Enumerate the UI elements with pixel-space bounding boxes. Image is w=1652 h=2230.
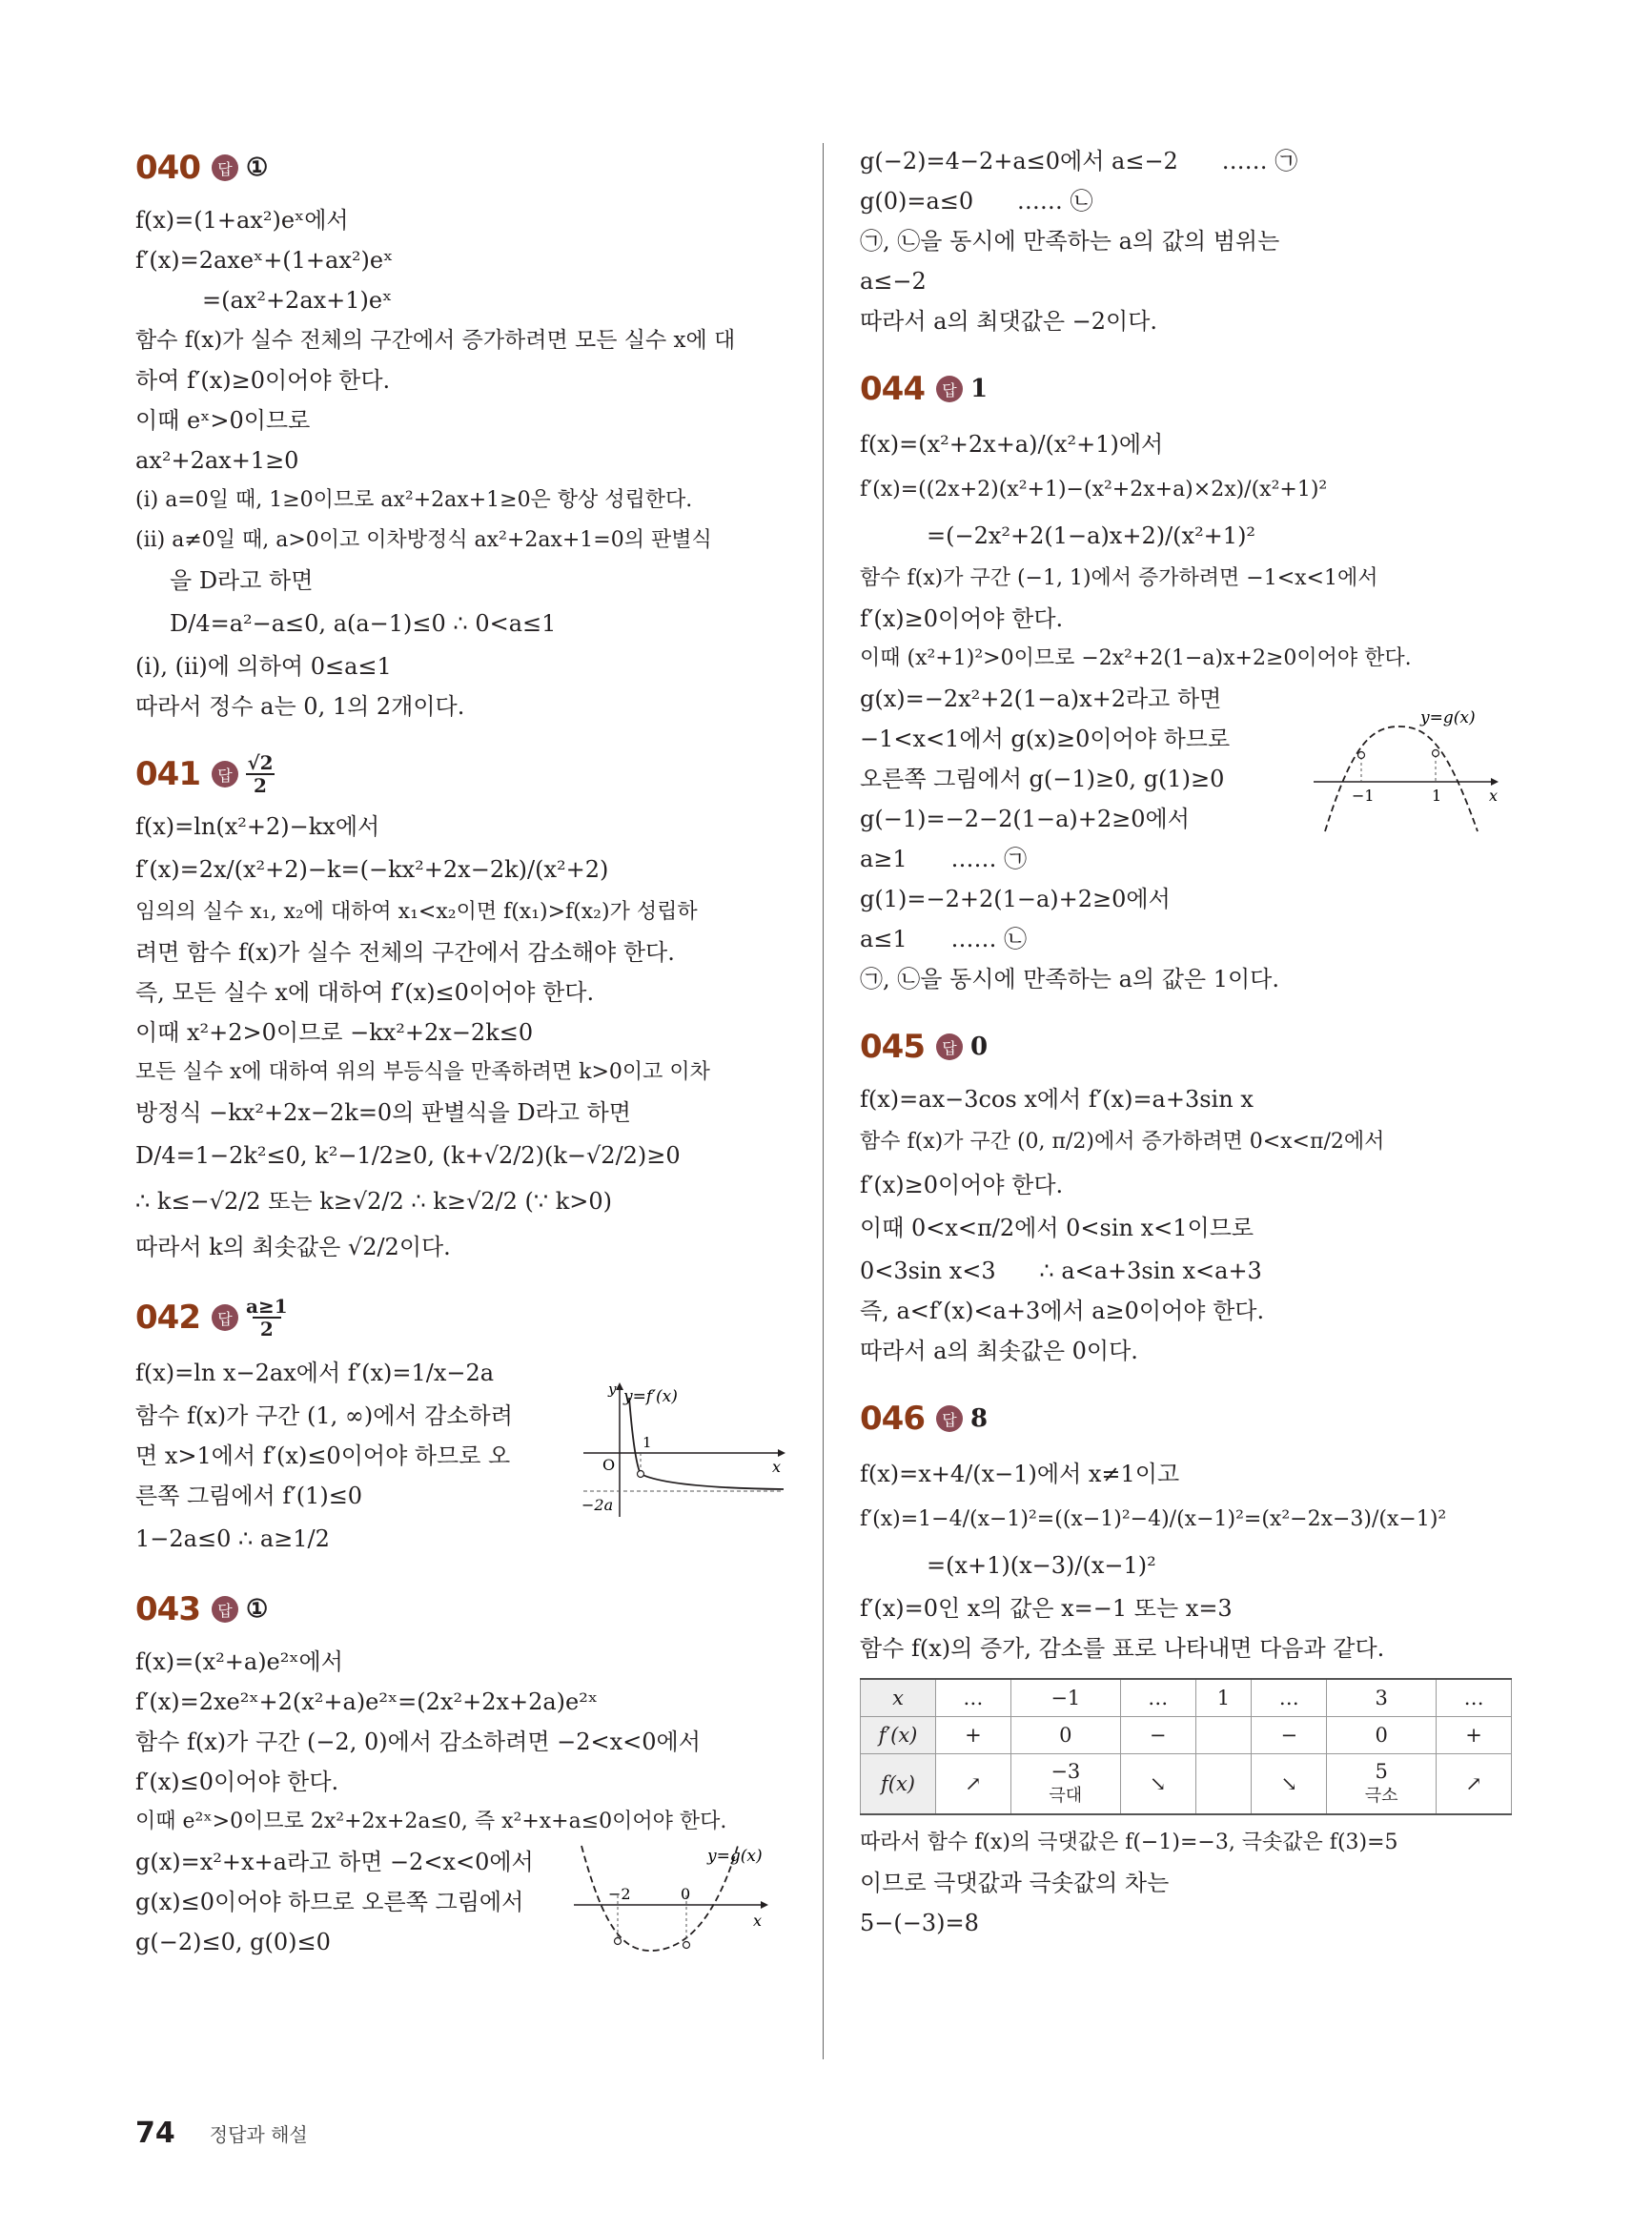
- solution-line: a≥1 …… ㉠: [860, 846, 1028, 872]
- solution-line: 5−(−3)=8: [860, 1910, 979, 1936]
- tick-label: −2: [608, 1885, 631, 1903]
- solution-line: 이때 x²+2>0이므로 −kx²+2x−2k≤0: [135, 1019, 534, 1046]
- solution-line: g(−1)=−2−2(1−a)+2≥0에서: [860, 806, 1190, 832]
- solution-line: 모든 실수 x에 대하여 위의 부등식을 만족하려면 k>0이고 이차: [135, 1060, 710, 1084]
- problem-040-header: [135, 141, 793, 194]
- solution-line: 함수 f(x)가 구간 (0, π/2)에서 증가하려면 0<x<π/2에서: [860, 1130, 1385, 1154]
- solution-line: 1−2a≤0 ∴ a≥1/2: [135, 1525, 330, 1552]
- answer-fraction: [246, 1296, 288, 1340]
- solution-line: g(−2)=4−2+a≤0에서 a≤−2 …… ㉠: [860, 148, 1298, 174]
- solution-line: 함수 f(x)의 증가, 감소를 표로 나타내면 다음과 같다.: [860, 1635, 1385, 1662]
- answer: 0: [969, 1033, 989, 1061]
- solution-line: 따라서 a의 최솟값은 0이다.: [860, 1338, 1138, 1364]
- solution-line: f′(x)≥0이어야 한다.: [860, 1172, 1064, 1198]
- answer: ①: [245, 1595, 269, 1624]
- problem-number: 044: [860, 370, 925, 408]
- problem-043-solution: [135, 1642, 793, 1962]
- table-cell: [1010, 1754, 1120, 1815]
- problem-044-solution: [860, 421, 1518, 999]
- solution-line: 려면 함수 f(x)가 실수 전체의 구간에서 감소해야 한다.: [135, 939, 675, 966]
- solution-line: g(−2)≤0, g(0)≤0: [135, 1929, 331, 1955]
- increase-decrease-table: [860, 1678, 1512, 1815]
- solution-line: f′(x)=1−4/(x−1)²=((x−1)²−4)/(x−1)²=(x²−2x−3)/(x−1)²: [860, 1507, 1447, 1531]
- point: [615, 1938, 622, 1945]
- table-cell: −1: [1010, 1679, 1120, 1717]
- x-label: x: [772, 1458, 782, 1476]
- table-cell: 3: [1327, 1679, 1437, 1717]
- solution-line: (ⅰ), (ⅱ)에 의하여 0≤a≤1: [135, 653, 392, 680]
- solution-line: 따라서 함수 f(x)의 극댓값은 f(−1)=−3, 극솟값은 f(3)=5: [860, 1831, 1398, 1854]
- solution-line: g(1)=−2+2(1−a)+2≥0에서: [860, 886, 1171, 912]
- solution-line: 면 x>1에서 f′(x)≤0이어야 하므로 오: [135, 1442, 511, 1469]
- table-cell: +: [1437, 1717, 1512, 1754]
- graph-044: [1314, 707, 1514, 841]
- table-cell: [1195, 1717, 1252, 1754]
- curve: [1325, 726, 1478, 831]
- problem-number: 046: [860, 1400, 925, 1438]
- problem-number: 043: [135, 1590, 200, 1628]
- tick-label: −1: [1352, 787, 1375, 805]
- graph-042: [574, 1379, 793, 1522]
- solution-line: (ⅱ) a≠0일 때, a>0이고 이차방정식 ax²+2ax+1=0의 판별식: [135, 528, 712, 552]
- solution-line: 따라서 a의 최댓값은 −2이다.: [860, 308, 1158, 335]
- problem-number: 040: [135, 149, 200, 187]
- page-number: 74: [135, 2117, 175, 2150]
- answer-badge: 답: [936, 1405, 963, 1432]
- problem-045-solution: [860, 1079, 1518, 1371]
- right-column: [860, 141, 1518, 1943]
- solution-line: 이므로 극댓값과 극솟값의 차는: [860, 1870, 1170, 1896]
- answer-badge: 답: [936, 1033, 963, 1060]
- tick-label: 1: [1432, 787, 1442, 805]
- solution-line: 즉, a<f′(x)<a+3에서 a≥0이어야 한다.: [860, 1298, 1265, 1324]
- solution-line: f(x)=(x²+a)e²ˣ에서: [135, 1648, 343, 1675]
- answer: ①: [245, 153, 269, 182]
- problem-041-solution: [135, 807, 793, 1270]
- answer-fraction: [246, 752, 275, 796]
- tick-label: 0: [681, 1885, 691, 1903]
- solution-line: ㉠, ㉡을 동시에 만족하는 a의 값의 범위는: [860, 228, 1280, 255]
- solution-line: 함수 f(x)가 실수 전체의 구간에서 증가하려면 모든 실수 x에 대: [135, 328, 736, 353]
- solution-line: =(−2x²+2(1−a)x+2)/(x²+1)²: [927, 522, 1256, 549]
- solution-line: (ⅰ) a=0일 때, 1≥0이므로 ax²+2ax+1≥0은 항상 성립한다.: [135, 488, 693, 512]
- solution-line: f(x)=ax−3cos x에서 f′(x)=a+3sin x: [860, 1086, 1254, 1113]
- solution-line: 오른쪽 그림에서 g(−1)≥0, g(1)≥0: [860, 766, 1225, 792]
- curve-label: y=g(x): [1420, 708, 1476, 727]
- solution-line: 따라서 정수 a는 0, 1의 2개이다.: [135, 693, 465, 720]
- problem-number: 041: [135, 755, 200, 793]
- solution-line: ∴ k≤−√2/2 또는 k≥√2/2 ∴ k≥√2/2 (∵ k>0): [135, 1188, 613, 1215]
- solution-line: 른쪽 그림에서 f′(1)≤0: [135, 1483, 363, 1509]
- solution-line: D/4=1−2k²≤0, k²−1/2≥0, (k+√2/2)(k−√2/2)≥0: [135, 1142, 681, 1169]
- left-column: [135, 141, 793, 1962]
- cell-value: −3: [1050, 1760, 1081, 1783]
- solution-line: f(x)=x+4/(x−1)에서 x≠1이고: [860, 1461, 1180, 1487]
- table-row: [861, 1717, 1512, 1754]
- point: [1433, 750, 1439, 757]
- table-cell: f(x): [861, 1754, 936, 1815]
- problem-045-header: [860, 1020, 1518, 1074]
- solution-line: 임의의 실수 x₁, x₂에 대하여 x₁<x₂이면 f(x₁)>f(x₂)가 성립하: [135, 900, 698, 924]
- x-axis-arrow: [761, 1901, 768, 1909]
- solution-line: 함수 f(x)가 구간 (−1, 1)에서 증가하려면 −1<x<1에서: [860, 566, 1378, 590]
- table-cell: x: [861, 1679, 936, 1717]
- answer: 8: [969, 1404, 989, 1433]
- table-cell: [1195, 1754, 1252, 1815]
- solution-line: 하여 f′(x)≥0이어야 한다.: [135, 367, 391, 394]
- problem-041-header: [135, 747, 793, 801]
- answer-badge: 답: [212, 1304, 238, 1331]
- solution-line: 이때 e²ˣ>0이므로 2x²+2x+2a≤0, 즉 x²+x+a≤0이어야 한다.: [135, 1810, 727, 1833]
- problem-046-solution: [860, 1451, 1518, 1943]
- cell-sub-label: 극소: [1364, 1786, 1398, 1806]
- table-cell: ↘: [1120, 1754, 1195, 1815]
- table-cell: −: [1120, 1717, 1195, 1754]
- table-cell: …: [1120, 1679, 1195, 1717]
- solution-line: g(x)=−2x²+2(1−a)x+2라고 하면: [860, 685, 1222, 712]
- problem-043-header: [135, 1583, 793, 1636]
- graph-043: [574, 1838, 793, 1962]
- solution-line: =(x+1)(x−3)/(x−1)²: [927, 1552, 1156, 1579]
- answer-badge: 답: [936, 376, 963, 402]
- solution-line: f′(x)≤0이어야 한다.: [135, 1769, 339, 1795]
- solution-line: f′(x)=2axeˣ+(1+ax²)eˣ: [135, 247, 394, 274]
- solution-line: ㉠, ㉡을 동시에 만족하는 a의 값은 1이다.: [860, 966, 1280, 992]
- solution-line: f(x)=(x²+2x+a)/(x²+1)에서: [860, 431, 1164, 458]
- x-axis-arrow: [778, 1449, 785, 1457]
- curve-label: y=g(x): [707, 1847, 763, 1866]
- solution-line: f(x)=ln x−2ax에서 f′(x)=1/x−2a: [135, 1360, 495, 1386]
- point: [638, 1471, 644, 1478]
- solution-line: 을 D라고 하면: [170, 567, 314, 594]
- solution-line: ax²+2ax+1≥0: [135, 447, 299, 474]
- solution-line: g(x)=x²+x+a라고 하면 −2<x<0에서: [135, 1849, 534, 1875]
- solution-line: g(x)≤0이어야 하므로 오른쪽 그림에서: [135, 1889, 524, 1915]
- x-axis-arrow: [1491, 778, 1499, 786]
- x-label: x: [1489, 787, 1499, 805]
- solution-line: 이때 eˣ>0이므로: [135, 407, 311, 434]
- table-cell: …: [1252, 1679, 1327, 1717]
- problem-042-solution: [135, 1350, 793, 1562]
- table-cell: ↘: [1252, 1754, 1327, 1815]
- cell-value: 5: [1375, 1760, 1388, 1783]
- problem-040-solution: [135, 200, 793, 726]
- table-cell: …: [936, 1679, 1011, 1717]
- problem-044-header: [860, 362, 1518, 416]
- solution-line: f(x)=ln(x²+2)−kx에서: [135, 813, 380, 840]
- point: [683, 1942, 690, 1949]
- table-cell: 0: [1327, 1717, 1437, 1754]
- answer-badge: 답: [212, 1596, 238, 1623]
- solution-line: g(0)=a≤0 …… ㉡: [860, 188, 1093, 215]
- solution-line: 따라서 k의 최솟값은 √2/2이다.: [135, 1234, 451, 1260]
- solution-line: a≤1 …… ㉡: [860, 926, 1028, 952]
- problem-number: 042: [135, 1299, 200, 1337]
- solution-line: 방정식 −kx²+2x−2k=0의 판별식을 D라고 하면: [135, 1099, 631, 1126]
- answer-denominator: 2: [259, 1318, 274, 1340]
- answer: 1: [969, 375, 989, 403]
- solution-line: −1<x<1에서 g(x)≥0이어야 하므로: [860, 726, 1231, 752]
- tick-label: 1: [642, 1434, 652, 1451]
- answer-numerator: a≥1: [245, 1295, 288, 1318]
- problem-043-continued: [860, 141, 1518, 341]
- answer-denominator: 2: [254, 774, 267, 797]
- solution-line: 즉, 모든 실수 x에 대하여 f′(x)≤0이어야 한다.: [135, 979, 595, 1006]
- table-cell: −: [1252, 1717, 1327, 1754]
- solution-line: D/4=a²−a≤0, a(a−1)≤0 ∴ 0<a≤1: [170, 610, 557, 637]
- y-axis-arrow: [616, 1382, 623, 1390]
- solution-line: f′(x)=0인 x의 값은 x=−1 또는 x=3: [860, 1595, 1233, 1622]
- table-cell: …: [1437, 1679, 1512, 1717]
- table-row: [861, 1754, 1512, 1815]
- table-cell: ↗: [936, 1754, 1011, 1815]
- y-label: y: [608, 1381, 617, 1398]
- table-cell: 0: [1010, 1717, 1120, 1754]
- solution-line: f′(x)=((2x+2)(x²+1)−(x²+2x+a)×2x)/(x²+1)²: [860, 478, 1328, 501]
- table-cell: f′(x): [861, 1717, 936, 1754]
- cell-sub-label: 극대: [1049, 1786, 1083, 1806]
- solution-line: 이때 (x²+1)²>0이므로 −2x²+2(1−a)x+2≥0이어야 한다.: [860, 646, 1412, 670]
- solution-line: 0<3sin x<3 ∴ a<a+3sin x<a+3: [860, 1258, 1262, 1284]
- column-divider: [823, 143, 824, 2059]
- point: [1358, 752, 1365, 759]
- solution-line: f′(x)≥0이어야 한다.: [860, 605, 1064, 632]
- answer-badge: 답: [212, 761, 238, 788]
- answer-badge: 답: [212, 154, 238, 181]
- answer-numerator: √2: [247, 751, 274, 774]
- solution-line: f′(x)=2xe²ˣ+2(x²+a)e²ˣ=(2x²+2x+2a)e²ˣ: [135, 1688, 599, 1715]
- x-label: x: [753, 1912, 763, 1930]
- table-cell: [1327, 1754, 1437, 1815]
- table-cell: ↗: [1437, 1754, 1512, 1815]
- page-footer: [135, 2117, 308, 2150]
- curve-label: y=f′(x): [623, 1387, 678, 1406]
- solution-line: =(ax²+2ax+1)eˣ: [202, 287, 393, 314]
- solution-line: 함수 f(x)가 구간 (−2, 0)에서 감소하려면 −2<x<0에서: [135, 1729, 701, 1755]
- problem-046-header: [860, 1392, 1518, 1445]
- table-cell: 1: [1195, 1679, 1252, 1717]
- table-cell: +: [936, 1717, 1011, 1754]
- origin-label: O: [602, 1456, 616, 1474]
- solution-line: f′(x)=2x/(x²+2)−k=(−kx²+2x−2k)/(x²+2): [135, 856, 609, 883]
- problem-042-header: [135, 1291, 793, 1344]
- section-title: 정답과 해설: [209, 2123, 308, 2146]
- curve: [629, 1398, 784, 1489]
- solution-line: a≤−2: [860, 268, 927, 295]
- solution-line: f(x)=(1+ax²)eˣ에서: [135, 207, 349, 234]
- problem-number: 045: [860, 1028, 925, 1066]
- asymptote-label: −2a: [581, 1496, 614, 1514]
- solution-line: 이때 0<x<π/2에서 0<sin x<1이므로: [860, 1215, 1254, 1241]
- solution-line: 함수 f(x)가 구간 (1, ∞)에서 감소하려: [135, 1402, 513, 1429]
- table-row: [861, 1679, 1512, 1717]
